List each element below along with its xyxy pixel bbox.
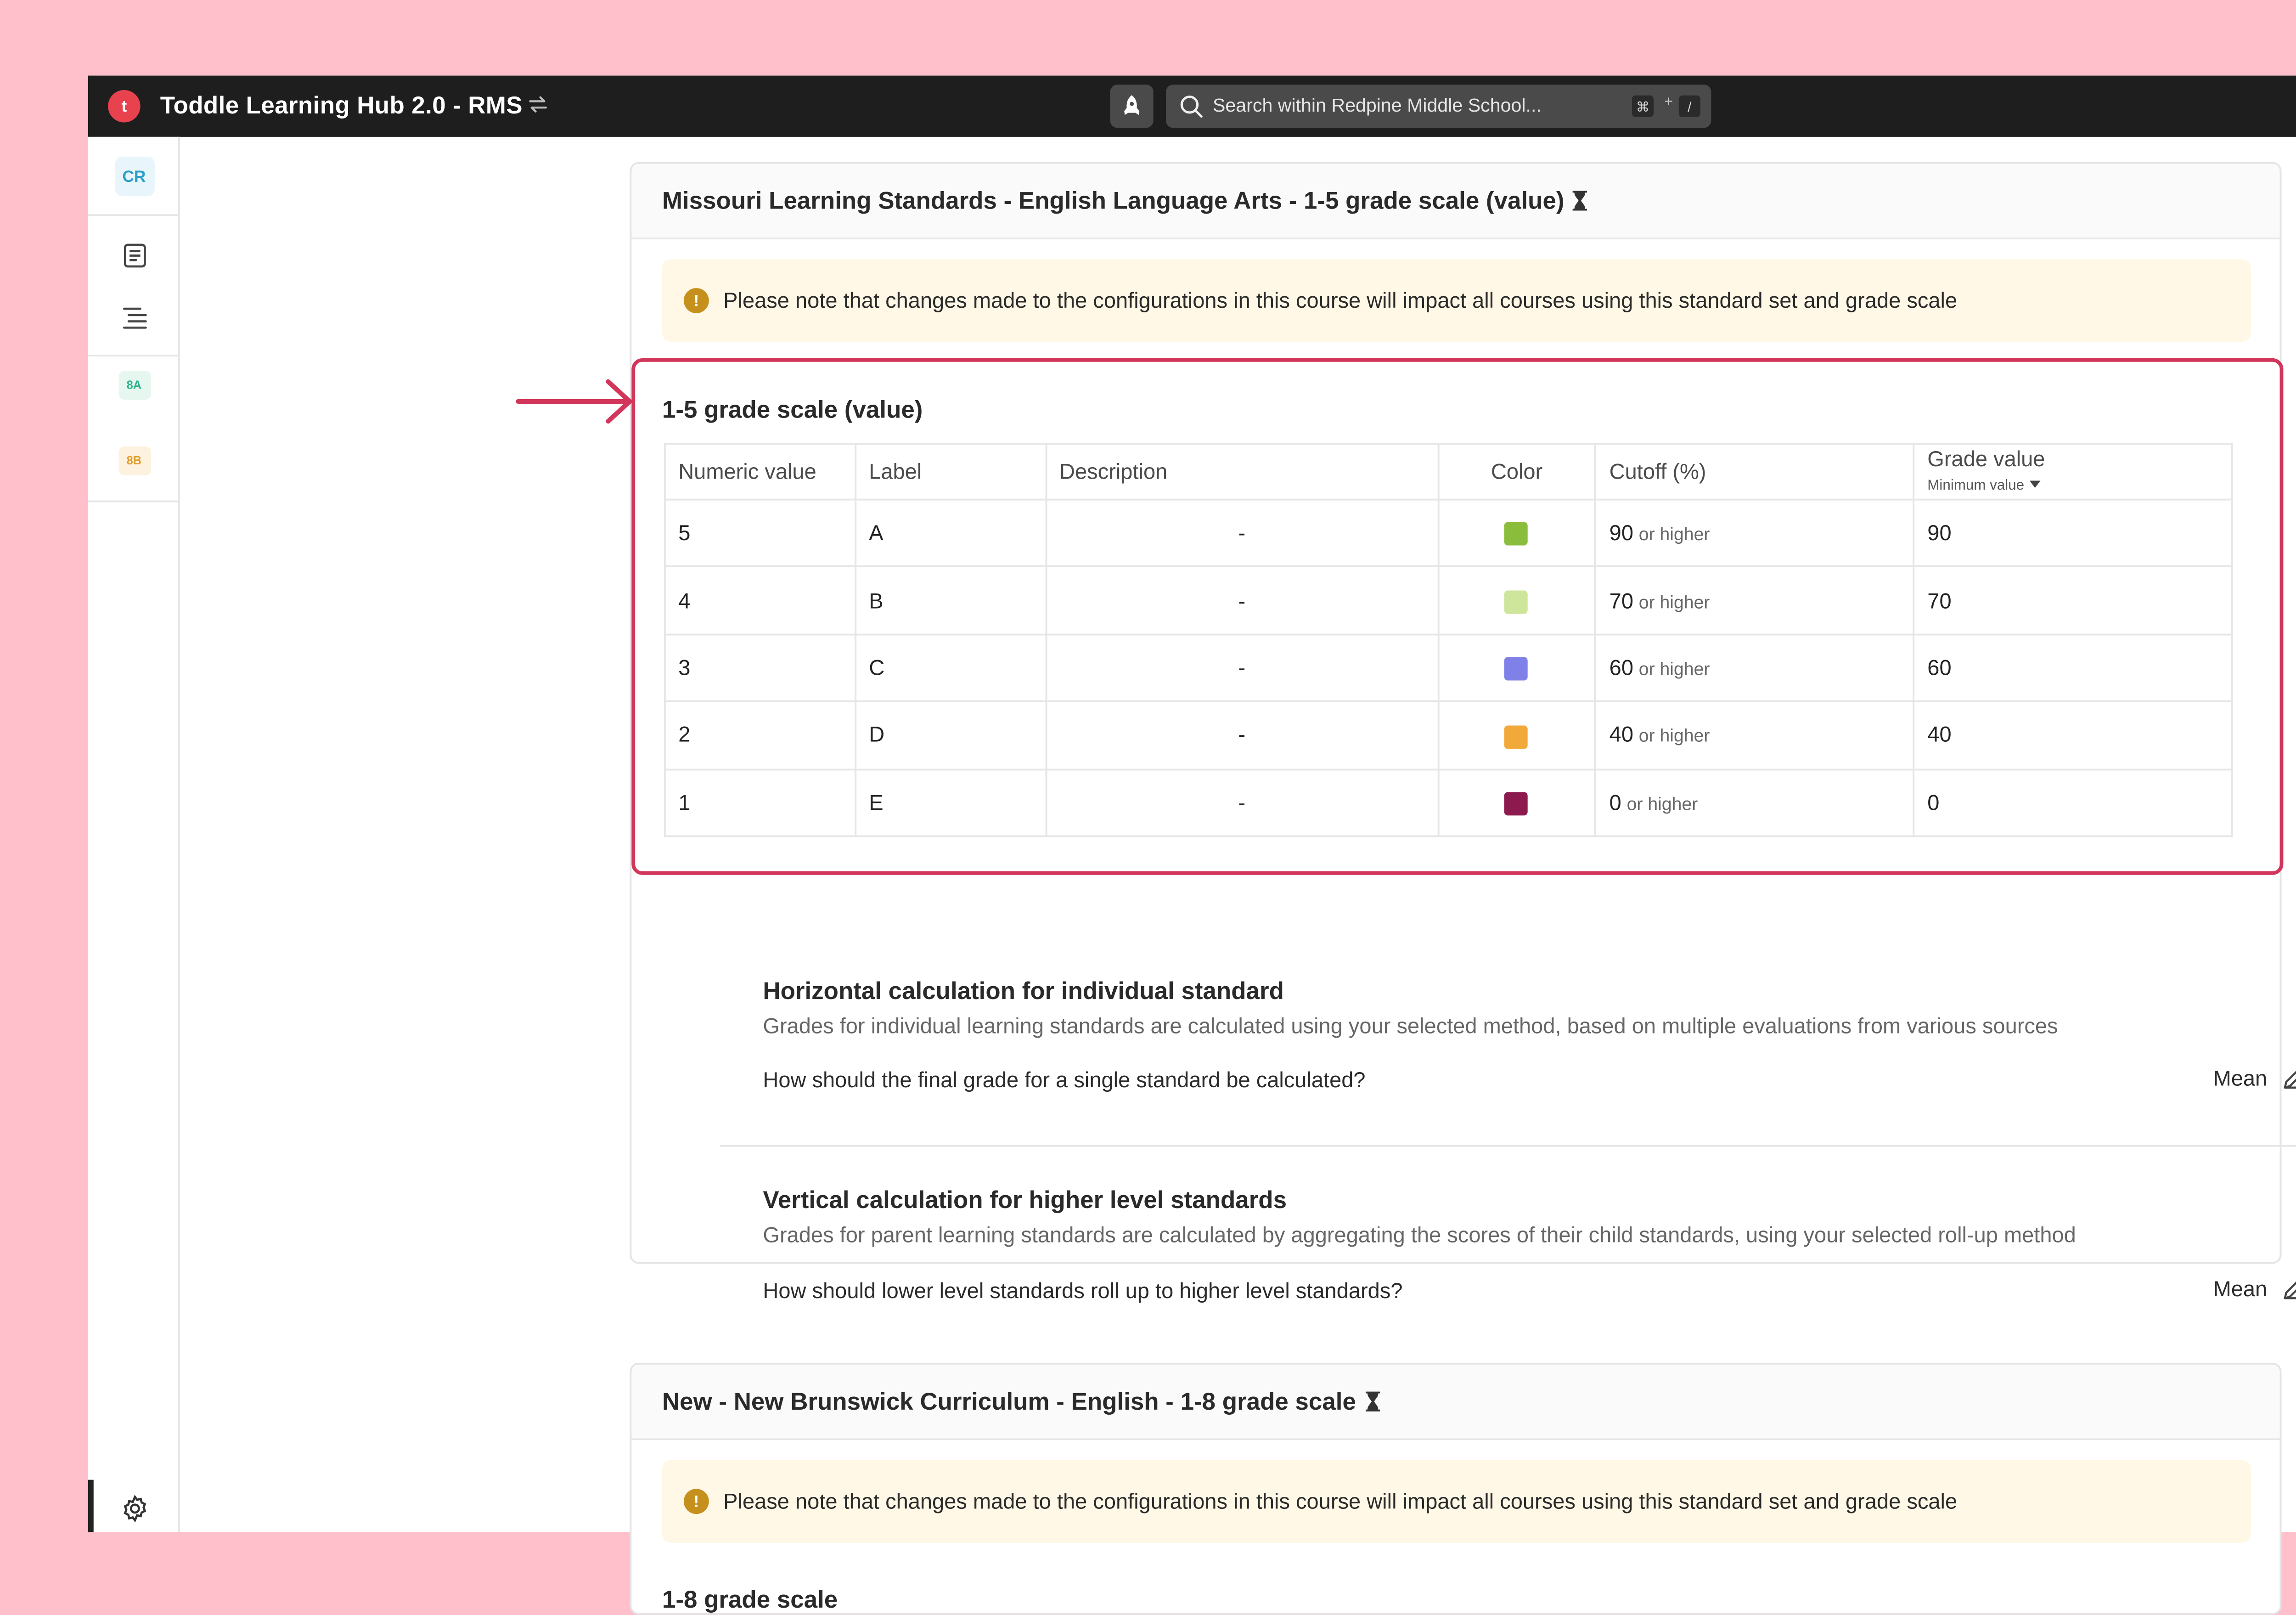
or-higher-label: or higher	[1638, 593, 1710, 613]
sidebar	[88, 137, 180, 1532]
impact-notice	[662, 259, 2251, 342]
horizontal-calc-value[interactable]	[2213, 1064, 2296, 1091]
vertical-calc-value[interactable]	[2213, 1275, 2296, 1302]
switch-school-icon[interactable]	[525, 92, 551, 117]
card-title: New - New Brunswick Curriculum - English - 1-8 grade scale	[662, 1388, 1356, 1415]
global-search[interactable]	[1166, 85, 1711, 128]
horizontal-method-label: Mean	[2213, 1065, 2268, 1090]
label-cell: D	[855, 701, 1046, 769]
cutoff-value: 90	[1609, 520, 1634, 546]
cutoff-cell	[1596, 567, 1914, 634]
cutoff-value: 70	[1609, 587, 1634, 613]
class-badge-8a[interactable]: 8A	[118, 371, 151, 400]
class-badge-8b[interactable]: 8B	[118, 446, 151, 475]
rocket-button[interactable]	[1110, 85, 1154, 128]
vertical-calc-description: Grades for parent learning standards are calculated by aggregating the scores of their child standards, using your selected roll-up method	[763, 1222, 2076, 1248]
or-higher-label: or higher	[1638, 526, 1710, 546]
document-list-icon	[120, 241, 149, 270]
vertical-method-label: Mean	[2213, 1275, 2268, 1301]
table-row	[665, 701, 2232, 769]
top-bar	[88, 76, 2296, 137]
color-swatch	[1505, 792, 1529, 815]
table-row	[665, 500, 2232, 567]
label-cell: C	[855, 634, 1046, 702]
color-swatch	[1505, 590, 1529, 614]
grade-value-cell: 0	[1914, 769, 2232, 836]
numeric-value-cell: 2	[665, 701, 855, 769]
course-badge[interactable]: CR	[114, 157, 154, 196]
cutoff-value: 40	[1609, 723, 1634, 748]
shortcut-plus: +	[1664, 93, 1673, 110]
grade-value-heading: Grade value	[1927, 446, 2045, 471]
cutoff-cell	[1596, 769, 1914, 836]
color-cell	[1438, 634, 1596, 702]
label-cell: B	[855, 567, 1046, 634]
col-grade-value	[1914, 444, 2232, 499]
notice-text: Please note that changes made to the configurations in this course will impact all courses using this standard set and grade scale	[723, 1489, 1958, 1514]
col-color: Color	[1438, 444, 1596, 499]
hierarchy-list-icon	[120, 302, 149, 331]
search-input[interactable]	[1213, 90, 1609, 123]
numeric-value-cell: 5	[665, 500, 855, 567]
sidebar-item-overview[interactable]	[88, 241, 180, 270]
col-cutoff: Cutoff (%)	[1596, 444, 1914, 499]
grade-scale-table	[664, 443, 2233, 837]
warning-icon: !	[684, 288, 709, 313]
color-cell	[1438, 567, 1596, 634]
rocket-icon	[1119, 94, 1144, 119]
color-swatch	[1505, 725, 1529, 748]
minimum-value-label[interactable]: Minimum value	[1927, 476, 2025, 492]
color-cell	[1438, 769, 1596, 836]
search-icon	[1179, 94, 1204, 119]
cutoff-cell	[1596, 634, 1914, 702]
table-header-row	[665, 444, 2232, 499]
sidebar-item-settings[interactable]	[88, 1494, 180, 1523]
grade-scale-title: 1-8 grade scale	[662, 1586, 838, 1613]
table-row	[665, 769, 2232, 836]
horizontal-calc-title: Horizontal calculation for individual standard	[763, 977, 1284, 1005]
description-cell: -	[1046, 567, 1438, 634]
cutoff-value: 0	[1609, 790, 1621, 815]
col-label: Label	[855, 444, 1046, 499]
grade-value-cell: 90	[1914, 500, 2232, 567]
col-description: Description	[1046, 444, 1438, 499]
label-cell: E	[855, 769, 1046, 836]
shortcut-cmd-key: ⌘	[1632, 96, 1654, 117]
horizontal-calc-description: Grades for individual learning standards are calculated using your selected method, based on multiple evaluations from various sources	[763, 1013, 2058, 1039]
sidebar-item-standards[interactable]	[88, 302, 180, 331]
minimum-value-dropdown[interactable]	[1927, 473, 2231, 496]
edit-pencil-icon[interactable]	[2282, 1064, 2296, 1091]
or-higher-label: or higher	[1638, 728, 1710, 748]
annotation-arrow-icon	[515, 371, 641, 432]
color-swatch	[1505, 523, 1529, 546]
table-row	[665, 567, 2232, 634]
color-cell	[1438, 701, 1596, 769]
sidebar-course[interactable]	[88, 157, 180, 196]
description-cell: -	[1046, 701, 1438, 769]
app-title: Toddle Learning Hub 2.0 - RMS	[160, 91, 523, 119]
cutoff-cell	[1596, 500, 1914, 567]
numeric-value-cell: 1	[665, 769, 855, 836]
color-cell	[1438, 500, 1596, 567]
cutoff-cell	[1596, 701, 1914, 769]
gear-icon	[120, 1494, 149, 1523]
notice-text: Please note that changes made to the configurations in this course will impact all courses using this standard set and grade scale	[723, 288, 1958, 313]
col-numeric-value: Numeric value	[665, 444, 855, 499]
or-higher-label: or higher	[1626, 795, 1698, 815]
standard-set-card	[630, 1363, 2281, 1615]
description-cell: -	[1046, 769, 1438, 836]
cutoff-value: 60	[1609, 655, 1634, 681]
hourglass-icon	[1573, 191, 1587, 210]
sidebar-divider	[88, 501, 180, 503]
or-higher-label: or higher	[1638, 661, 1710, 681]
main-content	[182, 137, 2296, 1613]
shortcut-slash-key: /	[1679, 96, 1700, 117]
app-window	[88, 76, 2296, 1613]
numeric-value-cell: 3	[665, 634, 855, 702]
description-cell: -	[1046, 634, 1438, 702]
hourglass-icon	[1365, 1392, 1379, 1412]
edit-pencil-icon[interactable]	[2282, 1275, 2296, 1302]
grade-value-cell: 60	[1914, 634, 2232, 702]
sidebar-divider	[88, 355, 180, 356]
toddle-logo[interactable]: t	[108, 90, 141, 123]
vertical-calc-question: How should lower level standards roll up to higher level standards?	[763, 1278, 1403, 1304]
grade-value-cell: 40	[1914, 701, 2232, 769]
sidebar-divider	[88, 214, 180, 216]
numeric-value-cell: 4	[665, 567, 855, 634]
sidebar-item-class-8a[interactable]	[88, 371, 180, 400]
card-header	[631, 1365, 2279, 1440]
label-cell: A	[855, 500, 1046, 567]
description-cell: -	[1046, 500, 1438, 567]
warning-icon: !	[684, 1489, 709, 1514]
card-header	[631, 164, 2279, 240]
grade-scale-title: 1-5 grade scale (value)	[662, 396, 923, 424]
vertical-calc-title: Vertical calculation for higher level standards	[763, 1186, 1287, 1214]
section-divider	[720, 1145, 2296, 1147]
horizontal-calc-question: How should the final grade for a single standard be calculated?	[763, 1067, 1366, 1093]
grade-value-cell: 70	[1914, 567, 2232, 634]
impact-notice	[662, 1460, 2251, 1543]
card-title: Missouri Learning Standards - English Language Arts - 1-5 grade scale (value)	[662, 187, 1564, 215]
table-row	[665, 634, 2232, 702]
caret-down-icon	[2030, 481, 2041, 489]
sidebar-item-class-8b[interactable]	[88, 446, 180, 475]
color-swatch	[1505, 657, 1529, 681]
